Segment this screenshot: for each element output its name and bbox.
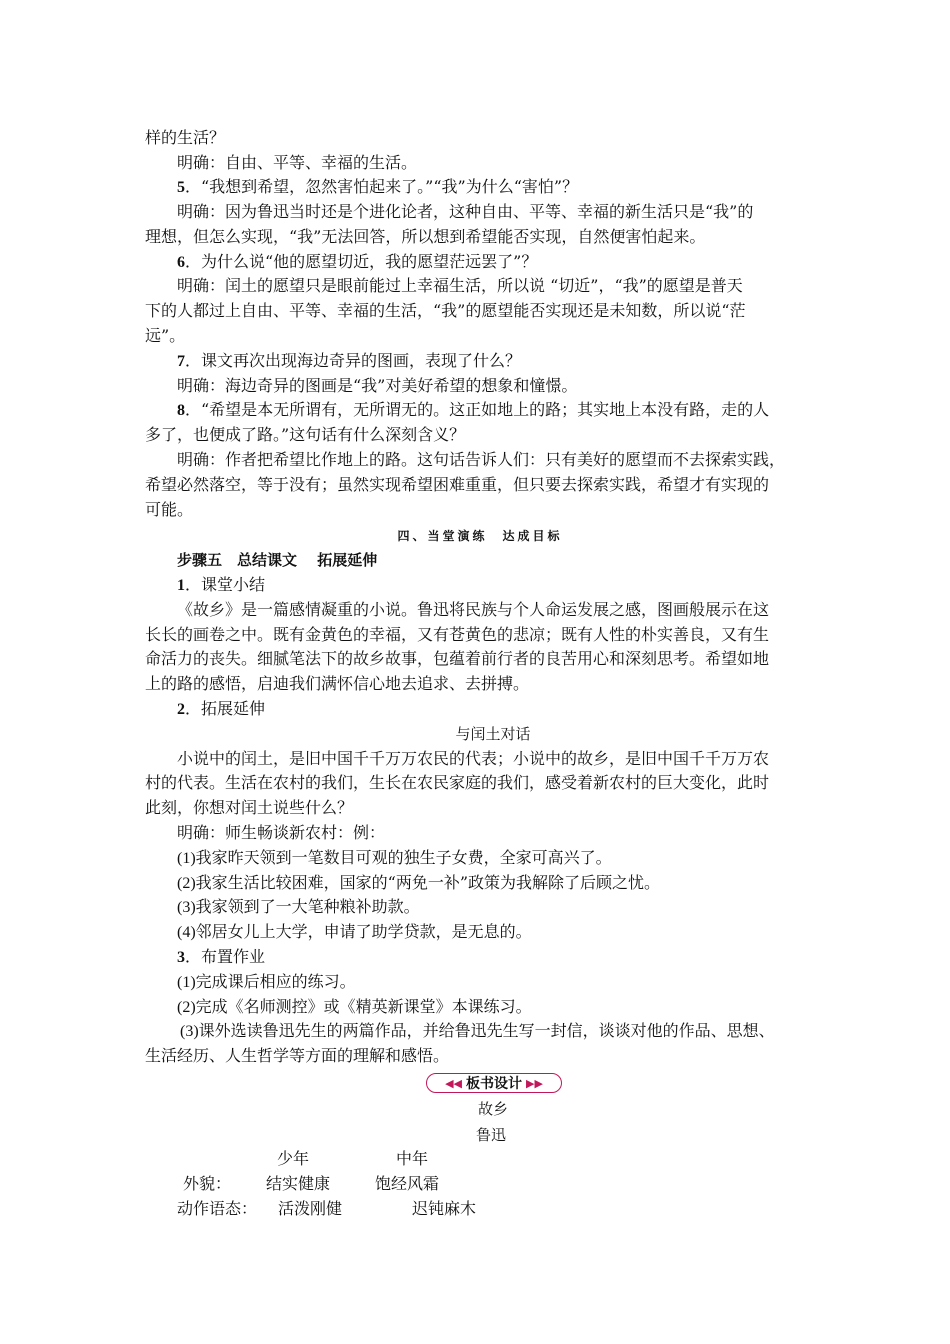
- text-line: 多了，也便成了路。”这句话有什么深刻含义？: [145, 425, 466, 444]
- question-number: 6: [177, 254, 185, 271]
- answer-line: 明确：海边奇异的图画是“我”对美好希望的想象和憧憬。: [177, 376, 578, 395]
- question-number: 5: [177, 179, 185, 196]
- list-text: 我家领到了一大笔种粮补助款。: [195, 897, 420, 916]
- text-line: 样的生活？: [145, 128, 226, 147]
- cell-young-appearance: 结实健康: [266, 1174, 331, 1193]
- double-chevron-right-icon: ▶▶: [526, 1076, 543, 1090]
- cell-middle-appearance: 饱经风霜: [375, 1174, 440, 1193]
- list-text: 课外选读鲁迅先生的两篇作品，并给鲁迅先生写一封信，谈谈对他的作品、思想、: [198, 1021, 775, 1040]
- text-line: 下的人都过上自由、平等、幸福的生活，“我”的愿望能否实现还是未知数，所以说“茫: [145, 301, 746, 320]
- homework-3: [180, 1021, 775, 1042]
- paragraph-line: 小说中的闰土，是旧中国千千万万农民的代表；小说中的故乡，是旧中国千千万万农: [177, 749, 770, 768]
- list-number: (4): [177, 924, 196, 941]
- answer-line: 明确：闰土的愿望只是眼前能过上幸福生活，所以说 “切近”，“我”的愿望是普天: [177, 276, 743, 295]
- badge-label: 板书设计: [466, 1076, 522, 1092]
- row-label-action: 动作语态：: [177, 1199, 258, 1218]
- column-header-middle: 中年: [396, 1149, 429, 1168]
- question-6: [177, 252, 537, 273]
- subsection-title: 与闰土对话: [455, 725, 531, 743]
- text-line: 可能。: [145, 500, 194, 519]
- question-number: 7: [177, 353, 185, 370]
- subheading-text: ．拓展延伸: [185, 699, 266, 718]
- list-number: (3): [177, 899, 196, 916]
- section-heading: 四、当堂演练 达成目标: [397, 529, 563, 543]
- paragraph-line: 生活经历、人生哲学等方面的理解和感悟。: [145, 1046, 450, 1065]
- board-title: 故乡: [477, 1100, 508, 1118]
- paragraph-line: 长长的画卷之中。既有金黄色的幸福，又有苍黄色的悲凉；既有人性的朴实善良，又有生: [145, 625, 770, 644]
- list-number: (1): [177, 850, 196, 867]
- text-line: 远”。: [145, 326, 186, 345]
- answer-line: 明确：师生畅谈新农村：例：: [177, 823, 386, 842]
- step-heading: 步骤五 总结课文 拓展延伸: [177, 551, 378, 569]
- homework-2: [177, 997, 532, 1018]
- question-text: ．“希望是本无所谓有，无所谓无的。这正如地上的路；其实地上本没有路，走的人: [185, 400, 770, 419]
- list-text: 我家生活比较困难，国家的“两免一补”政策为我解除了后顾之忧。: [195, 873, 661, 892]
- question-8: [177, 400, 769, 421]
- list-text: 完成课后相应的练习。: [195, 972, 356, 991]
- question-text: ．“我想到希望，忽然害怕起来了。”“我”为什么“害怕”？: [185, 177, 579, 196]
- paragraph-line: 上的路的感悟，启迪我们满怀信心地去追求、去拼搏。: [145, 674, 530, 693]
- example-4: [177, 922, 532, 943]
- question-7: [177, 351, 521, 372]
- list-text: 完成《名师测控》或《精英新课堂》本课练习。: [195, 997, 532, 1016]
- example-3: [177, 897, 420, 918]
- cell-young-action: 活泼刚健: [278, 1199, 343, 1218]
- column-header-young: 少年: [277, 1149, 310, 1168]
- subheading-text: ．布置作业: [185, 947, 266, 966]
- question-5: [177, 177, 578, 198]
- subheading-2: [177, 699, 265, 720]
- subheading-1: [177, 575, 265, 596]
- subheading-number: 3: [177, 949, 185, 966]
- answer-line: 明确：因为鲁迅当时还是个进化论者，这种自由、平等、幸福的新生活只是“我”的: [177, 202, 754, 221]
- text-line: 希望必然落空，等于没有；虽然实现希望困难重重，但只要去探索实践，希望才有实现的: [145, 475, 770, 494]
- paragraph-line: 《故乡》是一篇感情凝重的小说。鲁迅将民族与个人命运发展之感，图画般展示在这: [177, 600, 770, 619]
- answer-line: 明确：作者把希望比作地上的路。这句话告诉人们：只有美好的愿望而不去探索实践，: [177, 450, 786, 469]
- cell-middle-action: 迟钝麻木: [412, 1199, 477, 1218]
- board-design-badge: [426, 1073, 562, 1093]
- answer-line: 明确：自由、平等、幸福的生活。: [177, 153, 418, 172]
- double-chevron-left-icon: ◀◀: [445, 1076, 462, 1090]
- paragraph-line: 村的代表。生活在农村的我们，生长在农民家庭的我们，感受着新农村的巨大变化，此时: [145, 773, 770, 792]
- subheading-text: ．课堂小结: [185, 575, 266, 594]
- question-text: ．课文再次出现海边奇异的图画，表现了什么？: [185, 351, 522, 370]
- question-number: 8: [177, 402, 185, 419]
- row-label-appearance: 外貌：: [183, 1174, 232, 1193]
- example-2: [177, 873, 660, 894]
- question-text: ．为什么说“他的愿望切近，我的愿望茫远罢了”？: [185, 252, 538, 271]
- board-author: 鲁迅: [475, 1126, 506, 1144]
- list-number: (3): [180, 1023, 199, 1040]
- text-line: 理想，但怎么实现，“我”无法回答，所以想到希望能否实现，自然便害怕起来。: [145, 227, 706, 246]
- subheading-number: 2: [177, 701, 185, 718]
- subheading-number: 1: [177, 577, 185, 594]
- paragraph-line: 命活力的丧失。细腻笔法下的故乡故事，包蕴着前行者的良苦用心和深刻思考。希望如地: [145, 649, 770, 668]
- list-text: 我家昨天领到一笔数目可观的独生子女费，全家可高兴了。: [195, 848, 612, 867]
- homework-1: [177, 972, 356, 993]
- list-number: (2): [177, 875, 196, 892]
- list-number: (2): [177, 999, 196, 1016]
- subheading-3: [177, 947, 265, 968]
- list-number: (1): [177, 974, 196, 991]
- example-1: [177, 848, 612, 869]
- paragraph-line: 此刻，你想对闰土说些什么？: [145, 798, 354, 817]
- list-text: 邻居女儿上大学，申请了助学贷款，是无息的。: [195, 922, 532, 941]
